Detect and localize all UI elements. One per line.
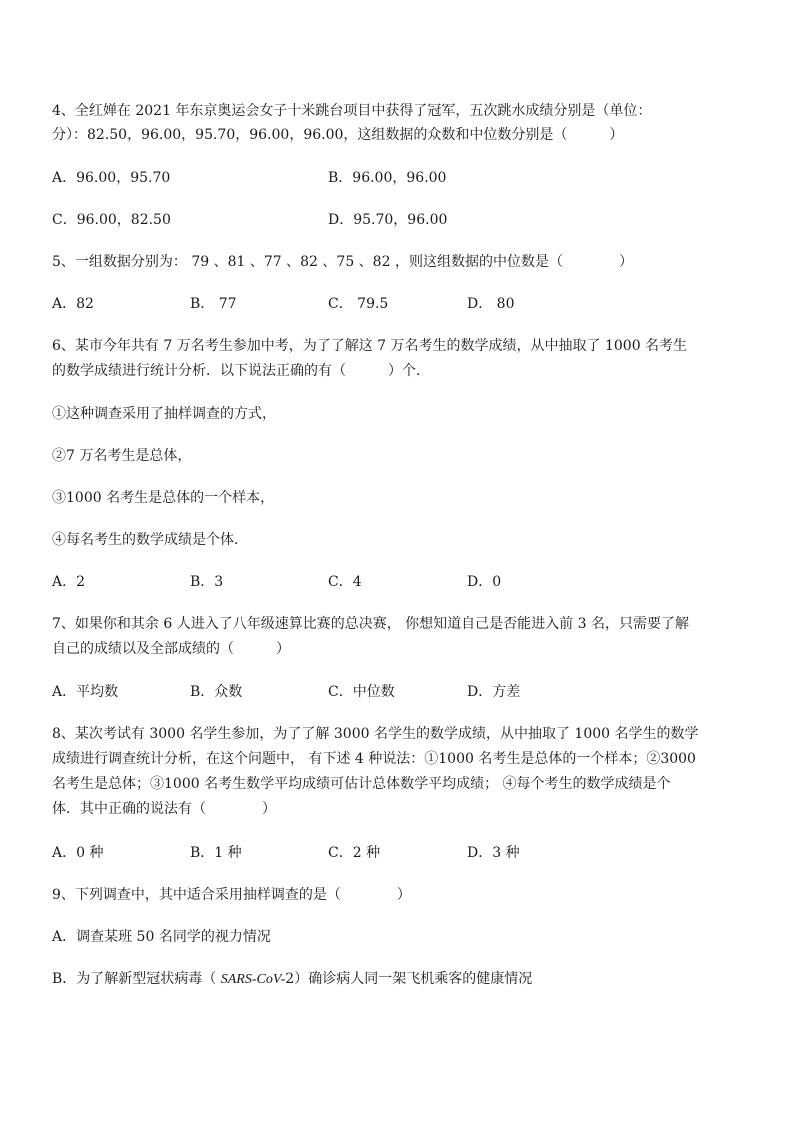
question-5-option-a: A．82 bbox=[52, 296, 94, 312]
question-5-option-d: D． 80 bbox=[467, 296, 515, 312]
question-4-text-line-2: 分）：82.50，96.00，95.70，96.00，96.00，这组数据的众数和中位数分别是（ ） bbox=[52, 127, 624, 143]
question-8-option-c: C．2 种 bbox=[328, 845, 381, 861]
question-7-text-line-2: 自己的成绩以及全部成绩的（ ） bbox=[52, 641, 290, 657]
question-6-option-d: D．0 bbox=[467, 574, 502, 590]
question-5-option-c: C． 79.5 bbox=[328, 296, 389, 312]
question-8-text-line-2: 成绩进行调查统计分析，在这个问题中， 有下述 4 种说法：①1000 名考生是总体的一个样本；②3000 bbox=[52, 751, 696, 767]
question-6-text-line-1: 6、某市今年共有 7 万名考生参加中考，为了了解这 7 万名考生的数学成绩，从中抽取了 1000 名考生 bbox=[52, 338, 688, 354]
question-8-option-b: B．1 种 bbox=[190, 845, 242, 861]
question-9-option-b-prefix: B．为了解新型冠状病毒（ bbox=[52, 971, 221, 987]
question-8-option-a: A．0 种 bbox=[52, 845, 104, 861]
question-6-text-line-2: 的数学成绩进行统计分析．以下说法正确的有（ ）个． bbox=[52, 363, 430, 379]
question-9-option-b-virus-name: SARS-CoV- bbox=[220, 972, 286, 987]
question-6-option-c: C．4 bbox=[328, 574, 362, 590]
question-4-option-a: A．96.00，95.70 bbox=[52, 170, 171, 186]
question-5-text-line-1: 5、一组数据分别为： 79 、81 、77 、82 、75 、82 ，则这组数据的中位数是（ ） bbox=[52, 254, 633, 270]
question-6-option-a: A．2 bbox=[52, 574, 86, 590]
question-7-option-d: D．方差 bbox=[467, 684, 521, 700]
question-4-text-line-1: 4、全红婵在 2021 年东京奥运会女子十米跳台项目中获得了冠军，五次跳水成绩分别是（单位： bbox=[52, 103, 652, 119]
question-8-text-line-1: 8、某次考试有 3000 名学生参加，为了了解 3000 名学生的数学成绩，从中抽取了 1000 名学生的数学 bbox=[52, 726, 699, 742]
question-6-statement-1: ①这种调查采用了抽样调查的方式， bbox=[52, 406, 276, 422]
question-8-text-line-4: 体．其中正确的说法有（ ） bbox=[52, 801, 276, 817]
question-8-option-d: D．3 种 bbox=[467, 845, 520, 861]
question-7-option-c: C．中位数 bbox=[328, 684, 395, 700]
question-9-text-line-1: 9、下列调查中，其中适合采用抽样调查的是（ ） bbox=[52, 887, 411, 903]
question-9-option-b-suffix: 2）确诊病人同一架飞机乘客的健康情况 bbox=[285, 971, 533, 987]
question-7-text-line-1: 7、如果你和其余 6 人进入了八年级速算比赛的总决赛， 你想知道自己是否能进入前 3 名，只需要了解 bbox=[52, 616, 689, 632]
question-9-option-a: A．调查某班 50 名同学的视力情况 bbox=[52, 929, 271, 945]
question-4-option-b: B．96.00，96.00 bbox=[328, 170, 447, 186]
question-6-statement-3: ③1000 名考生是总体的一个样本， bbox=[52, 490, 275, 506]
question-7-option-b: B．众数 bbox=[190, 684, 243, 700]
question-5-option-b: B． 77 bbox=[190, 296, 237, 312]
question-4-option-d: D．95.70，96.00 bbox=[328, 212, 448, 228]
question-6-statement-4: ④每名考生的数学成绩是个体． bbox=[52, 532, 248, 548]
question-6-statement-2: ②7 万名考生是总体， bbox=[52, 448, 192, 464]
question-4-option-c: C．96.00，82.50 bbox=[52, 212, 171, 228]
question-8-text-line-3: 名考生是总体；③1000 名考生数学平均成绩可估计总体数学平均成绩； ④每个考生的数学成绩是个 bbox=[52, 776, 671, 792]
question-6-option-b: B．3 bbox=[190, 574, 224, 590]
question-7-option-a: A．平均数 bbox=[52, 684, 119, 700]
question-9-option-b bbox=[52, 968, 742, 990]
